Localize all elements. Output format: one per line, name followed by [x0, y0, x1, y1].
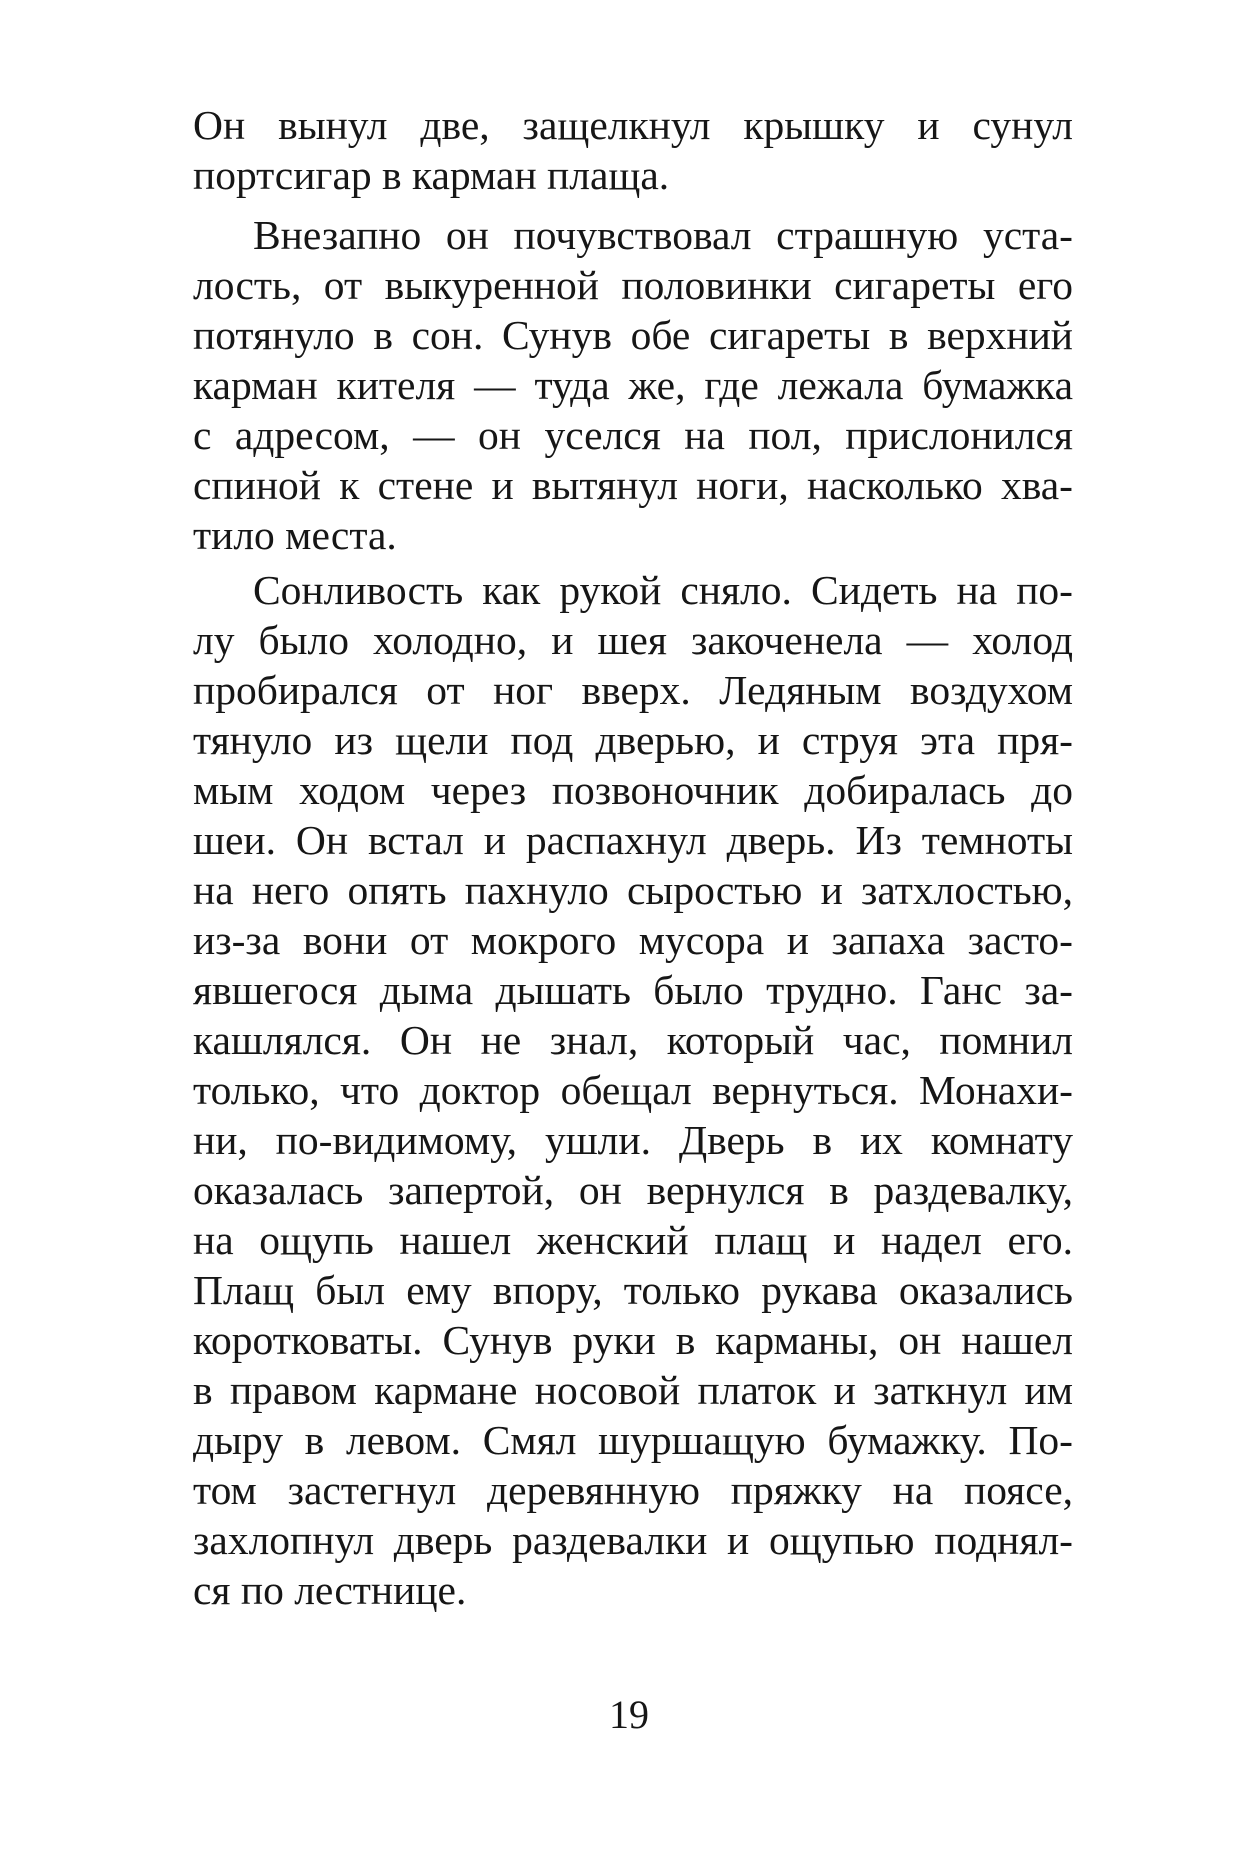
- text-line: Плащ был ему впору, только рукава оказались: [193, 1267, 1073, 1313]
- text-line: мым ходом через позвоночник добиралась до: [193, 767, 1073, 813]
- text-line: том застегнул деревянную пряжку на поясе,: [193, 1467, 1073, 1513]
- text-line: Сонливость как рукой сняло. Сидеть на по-: [253, 567, 1073, 613]
- text-line: лу было холодно, и шея закоченела — холод: [193, 617, 1073, 663]
- text-line: на него опять пахнуло сыростью и затхлостью,: [193, 867, 1073, 913]
- text-line: портсигар в карман плаща.: [193, 152, 670, 198]
- text-line: дыру в левом. Смял шуршащую бумажку. По-: [193, 1417, 1073, 1463]
- text-line: из-за вони от мокрого мусора и запаха засто-: [193, 917, 1073, 963]
- text-line: карман кителя — туда же, где лежала бумажка: [193, 362, 1073, 408]
- text-line: ни, по-видимому, ушли. Дверь в их комнату: [193, 1117, 1073, 1163]
- text-line: Он вынул две, защелкнул крышку и сунул: [193, 102, 1073, 148]
- text-line: тило места.: [193, 512, 397, 558]
- text-line: тянуло из щели под дверью, и струя эта пря-: [193, 717, 1073, 763]
- text-line: спиной к стене и вытянул ноги, насколько хва-: [193, 462, 1073, 508]
- text-line: Внезапно он почувствовал страшную уста-: [253, 212, 1073, 258]
- text-line: пробирался от ног вверх. Ледяным воздухом: [193, 667, 1073, 713]
- text-line: потянуло в сон. Сунув обе сигареты в верхний: [193, 312, 1073, 358]
- text-line: только, что доктор обещал вернуться. Монахи-: [193, 1067, 1073, 1113]
- text-line: в правом кармане носовой платок и заткнул им: [193, 1367, 1073, 1413]
- text-line: шеи. Он встал и распахнул дверь. Из темноты: [193, 817, 1073, 863]
- page-number: 19: [609, 1692, 649, 1737]
- text-line: оказалась запертой, он вернулся в раздевалку,: [193, 1167, 1073, 1213]
- text-line: захлопнул дверь раздевалки и ощупью поднял-: [193, 1517, 1073, 1563]
- text-line: явшегося дыма дышать было трудно. Ганс за-: [193, 967, 1073, 1013]
- text-line: лость, от выкуренной половинки сигареты его: [193, 262, 1073, 308]
- text-line: кашлялся. Он не знал, который час, помнил: [193, 1017, 1073, 1063]
- text-line: с адресом, — он уселся на пол, прислонился: [193, 412, 1073, 458]
- text-line: коротковаты. Сунув руки в карманы, он нашел: [193, 1317, 1073, 1363]
- text-line: ся по лестнице.: [193, 1567, 467, 1613]
- text-line: на ощупь нашел женский плащ и надел его.: [193, 1217, 1073, 1263]
